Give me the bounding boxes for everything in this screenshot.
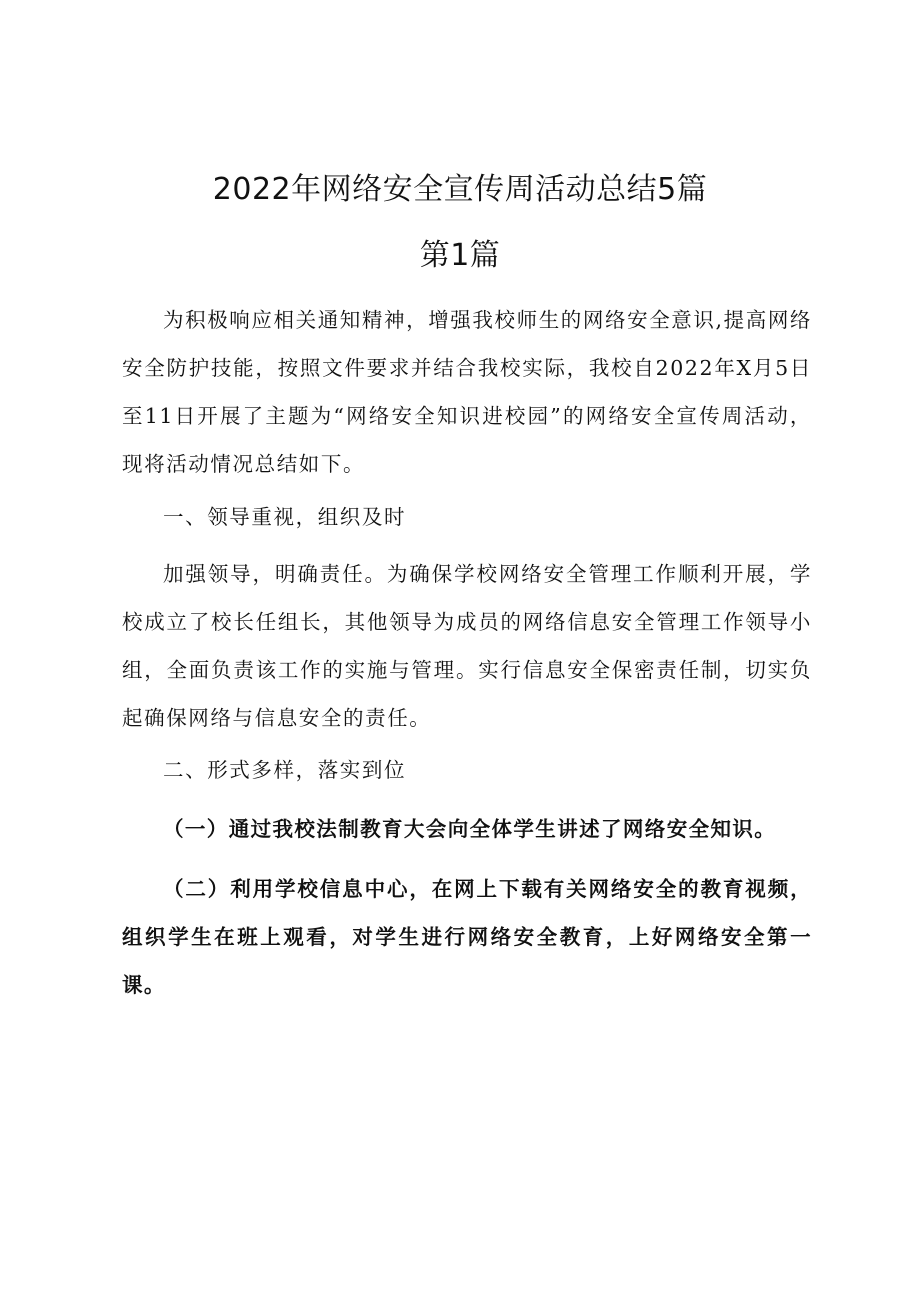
intro-paragraph: 为积极响应相关通知精神，增强我校师生的网络安全意识,提高网络安全防护技能，按照文件要求并结合我校实际，我校自2022年X月5日至11日开展了主题为“网络安全知识进校园”的网络安全宣传周活动，现将活动情况总结如下。: [122, 308, 813, 476]
document-title: 2022年网络安全宣传周活动总结5篇: [212, 172, 708, 207]
section-1-paragraph: 加强领导，明确责任。为确保学校网络安全管理工作顺利开展，学校成立了校长任组长，其他领导为成员的网络信息安全管理工作领导小组，全面负责该工作的实施与管理。实行信息安全保密责任制，切实负起确保网络与信息安全的责任。: [122, 562, 812, 730]
section-heading-1: 一、领导重视，组织及时: [163, 505, 407, 529]
document-subtitle: 第1篇: [419, 238, 501, 273]
list-item-2: （二）利用学校信息中心，在网上下载有关网络安全的教育视频，组织学生在班上观看，对学生进行网络安全教育，上好网络安全第一课。: [122, 877, 812, 997]
section-heading-2: 二、形式多样，落实到位: [163, 758, 407, 782]
list-item-1: （一）通过我校法制教育大会向全体学生讲述了网络安全知识。: [163, 817, 777, 841]
